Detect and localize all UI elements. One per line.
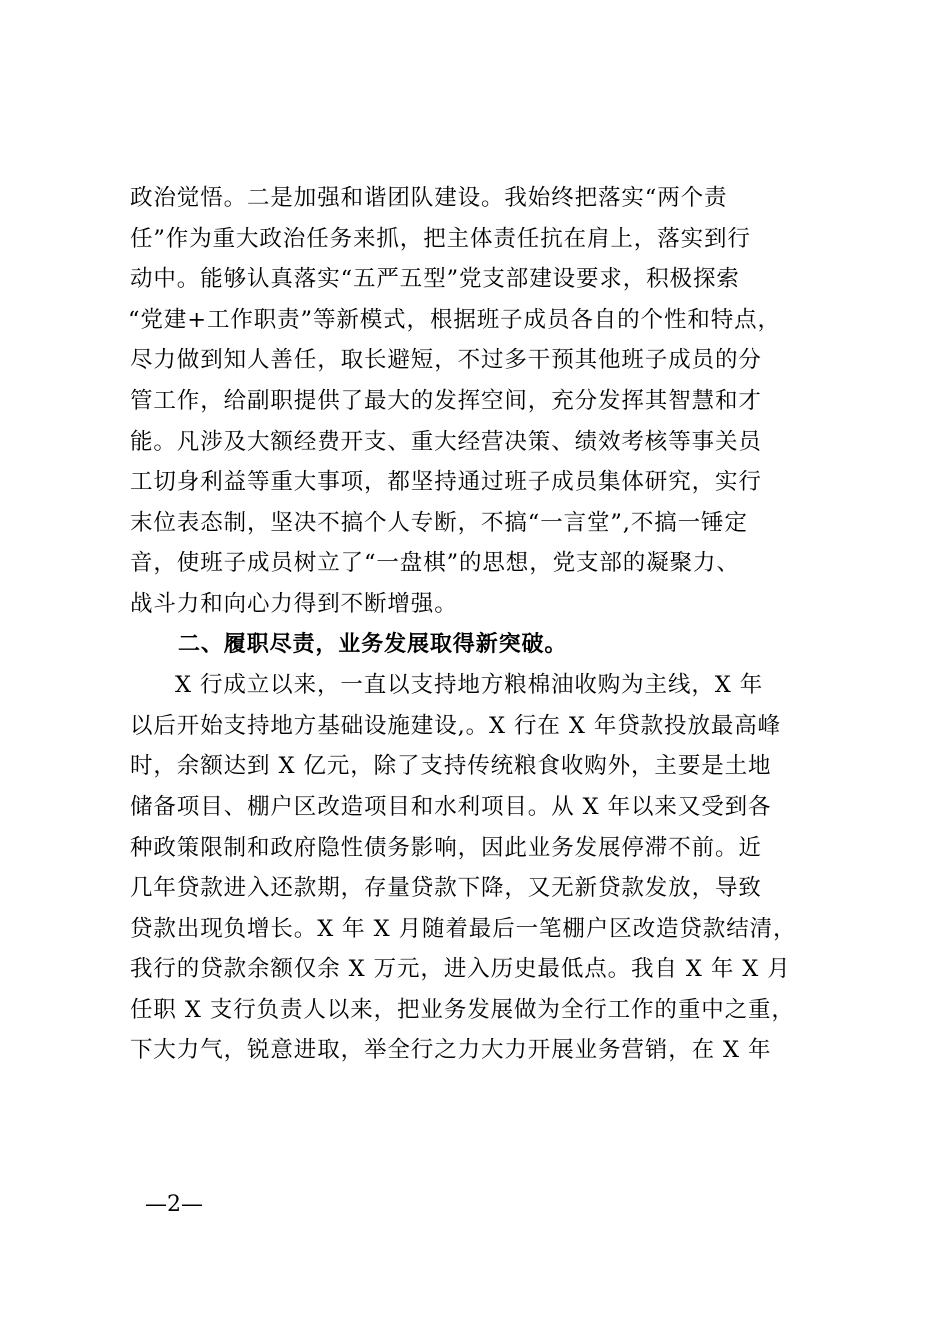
text-line: “党建+工作职责”等新模式，根据班子成员各自的个性和特点， xyxy=(128,306,781,333)
text-line: 我行的贷款余额仅余 X 万元，进入历史最低点。我自 X 年 X 月 xyxy=(130,956,791,983)
text-line: 工切身利益等重大事项，都坚持通过班子成员集体研究，实行 xyxy=(130,469,762,496)
text-line: 任”作为重大政治任务来抓，把主体责任抗在肩上，落实到行 xyxy=(130,225,751,252)
text-line: 几年贷款进入还款期，存量贷款下降，又无新贷款发放，导致 xyxy=(130,875,762,902)
text-line: 动中。能够认真落实“五严五型”党支部建设要求，积极探索 xyxy=(130,266,740,293)
text-line: 储备项目、棚户区改造项目和水利项目。从 X 年以来又受到各 xyxy=(130,793,772,820)
document-body xyxy=(130,178,830,1071)
text-line: 尽力做到知人善任，取长避短，不过多干预其他班子成员的分 xyxy=(130,347,762,374)
text-line: 下大力气，锐意进取，举全行之力大力开展业务营销，在 X 年 xyxy=(130,1037,772,1064)
text-line: 音，使班子成员树立了“一盘棋”的思想，党支部的凝聚力、 xyxy=(130,550,740,577)
text-line: 以后开始支持地方基础设施建设,。X 行在 X 年贷款投放最高峰 xyxy=(130,712,782,739)
text-line: 政治觉悟。二是加强和谐团队建设。我始终把落实“两个责 xyxy=(130,185,728,211)
paragraph-first-line: X 行成立以来，一直以支持地方粮棉油收购为主线，X 年 xyxy=(175,672,764,699)
text-line: 任职 X 支行负责人以来，把业务发展做为全行工作的重中之重， xyxy=(130,996,795,1023)
text-line: 种政策限制和政府隐性债务影响，因此业务发展停滞不前。近 xyxy=(130,834,762,861)
text-line: 战斗力和向心力得到不断增强。 xyxy=(130,590,458,617)
text-line: 管工作，给副职提供了最大的发挥空间，充分发挥其智慧和才 xyxy=(130,387,762,414)
text-line: 贷款出现负增长。X 年 X 月随着最后一笔棚户区改造贷款结清， xyxy=(130,915,797,942)
text-line: 末位表态制，坚决不搞个人专断，不搞“一言堂”,不搞一锤定 xyxy=(130,509,748,536)
page-number: —2— xyxy=(145,1192,203,1217)
text-line: 时，余额达到 X 亿元，除了支持传统粮食收购外，主要是土地 xyxy=(130,753,772,780)
text-line: 能。凡涉及大额经费开支、重大经营决策、绩效考核等事关员 xyxy=(130,428,762,455)
section-heading: 二、履职尽责，业务发展取得新突破。 xyxy=(178,631,568,657)
